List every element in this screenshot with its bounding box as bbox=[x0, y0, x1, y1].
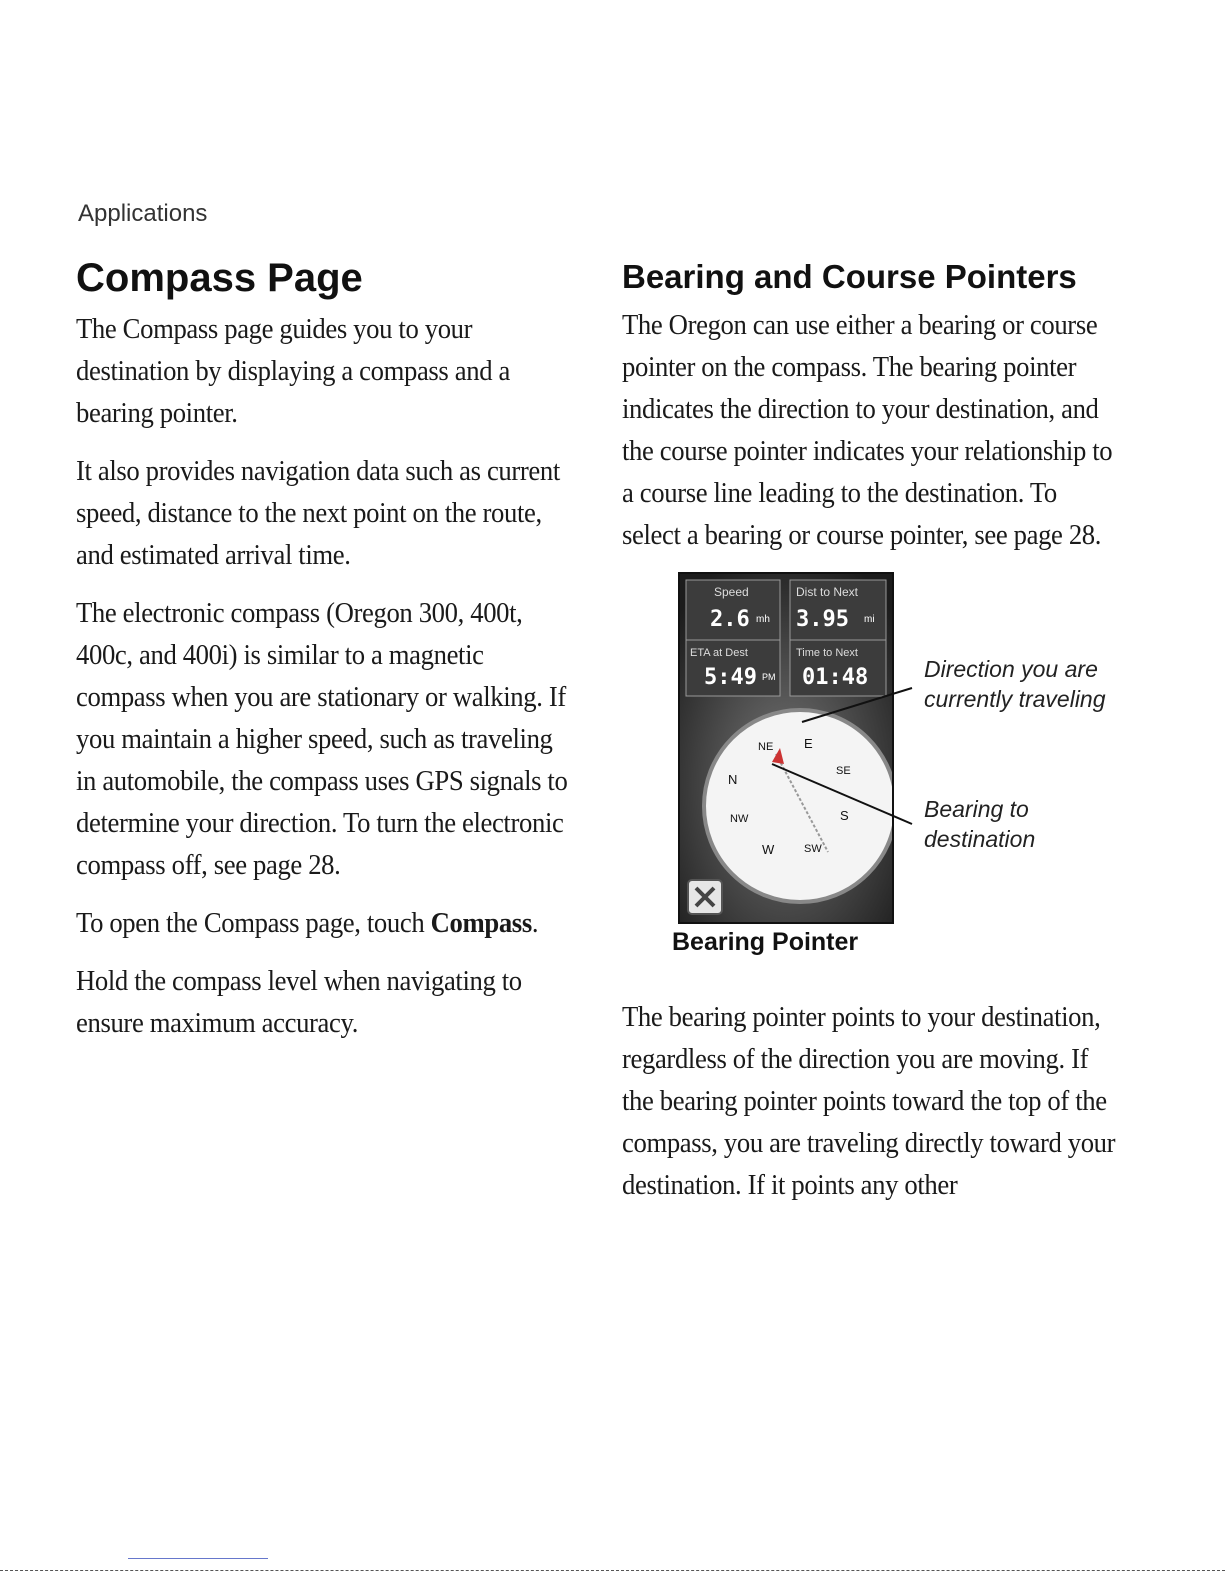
dist-label: Dist to Next bbox=[796, 585, 859, 599]
dir-sw: SW bbox=[804, 843, 822, 855]
bearing-pointer-figure bbox=[622, 572, 1122, 972]
dir-se: SE bbox=[836, 765, 851, 777]
dir-s: S bbox=[840, 808, 849, 823]
left-column bbox=[76, 252, 576, 1060]
compass-keyword: Compass bbox=[430, 907, 532, 939]
speed-label: Speed bbox=[714, 585, 749, 599]
footer-underline bbox=[128, 1558, 268, 1559]
leader-line-bearing bbox=[772, 764, 912, 824]
dir-n: N bbox=[728, 772, 738, 787]
page-bottom-rule bbox=[0, 1570, 1225, 1571]
paragraph-electronic-compass: The electronic compass (Oregon 300, 400t, 400c, and 400i) is similar to a magnetic compass when you are stationary or walking. If you maintain a higher speed, such as traveling in automobile, the compass uses GPS signals to determine your direction. To turn the electronic compass off, see page 28. bbox=[76, 597, 568, 881]
dir-e: E bbox=[804, 736, 813, 751]
paragraph-pointers: The Oregon can use either a bearing or course pointer on the compass. The bearing pointer indicates the direction to your destination, and the course pointer indicates your relationship to a course line leading to the destination. To select a bearing or course pointer, see page 28. bbox=[622, 309, 1113, 551]
dir-nw: NW bbox=[730, 813, 749, 825]
paragraph-bearing-explained: The bearing pointer points to your destination, regardless of the direction you are moving. If the bearing pointer points toward the top of the compass, you are traveling directly toward your destination. If it points any other bbox=[622, 1001, 1116, 1201]
section-title: Bearing and Course Pointers bbox=[622, 258, 1077, 295]
eta-unit: PM bbox=[762, 672, 776, 682]
dir-ne: NE bbox=[758, 741, 774, 753]
callout-bearing: Bearing to destination bbox=[924, 796, 1036, 852]
open-compass-text: To open the Compass page, touch bbox=[76, 907, 431, 939]
leader-line-direction bbox=[802, 688, 912, 722]
speed-unit: mh bbox=[756, 614, 770, 625]
eta-value: 5:49 bbox=[704, 665, 757, 690]
figure-caption: Bearing Pointer bbox=[672, 928, 859, 956]
paragraph-navigation-data: It also provides navigation data such as current speed, distance to the next point on the route, and estimated arrival time. bbox=[76, 455, 560, 571]
right-column bbox=[622, 252, 1122, 1222]
paragraph-open-compass bbox=[76, 902, 573, 944]
page-title: Compass Page bbox=[76, 256, 363, 300]
paragraph-intro: The Compass page guides you to your destination by displaying a compass and a bearing pointer. bbox=[76, 313, 510, 429]
eta-label: ETA at Dest bbox=[690, 647, 748, 659]
time-value: 01:48 bbox=[802, 665, 869, 690]
paragraph-hold-level: Hold the compass level when navigating to ensure maximum accuracy. bbox=[76, 965, 522, 1039]
callout-direction: Direction you are currently traveling bbox=[924, 656, 1106, 712]
speed-value: 2.6 bbox=[710, 607, 750, 632]
dist-unit: mi bbox=[864, 614, 875, 625]
dir-w: W bbox=[762, 842, 775, 857]
open-compass-suffix: . bbox=[531, 907, 539, 939]
callout-leaders bbox=[622, 572, 1122, 972]
time-label: Time to Next bbox=[796, 647, 858, 659]
section-label: Applications bbox=[78, 200, 208, 227]
dist-value: 3.95 bbox=[796, 607, 849, 632]
